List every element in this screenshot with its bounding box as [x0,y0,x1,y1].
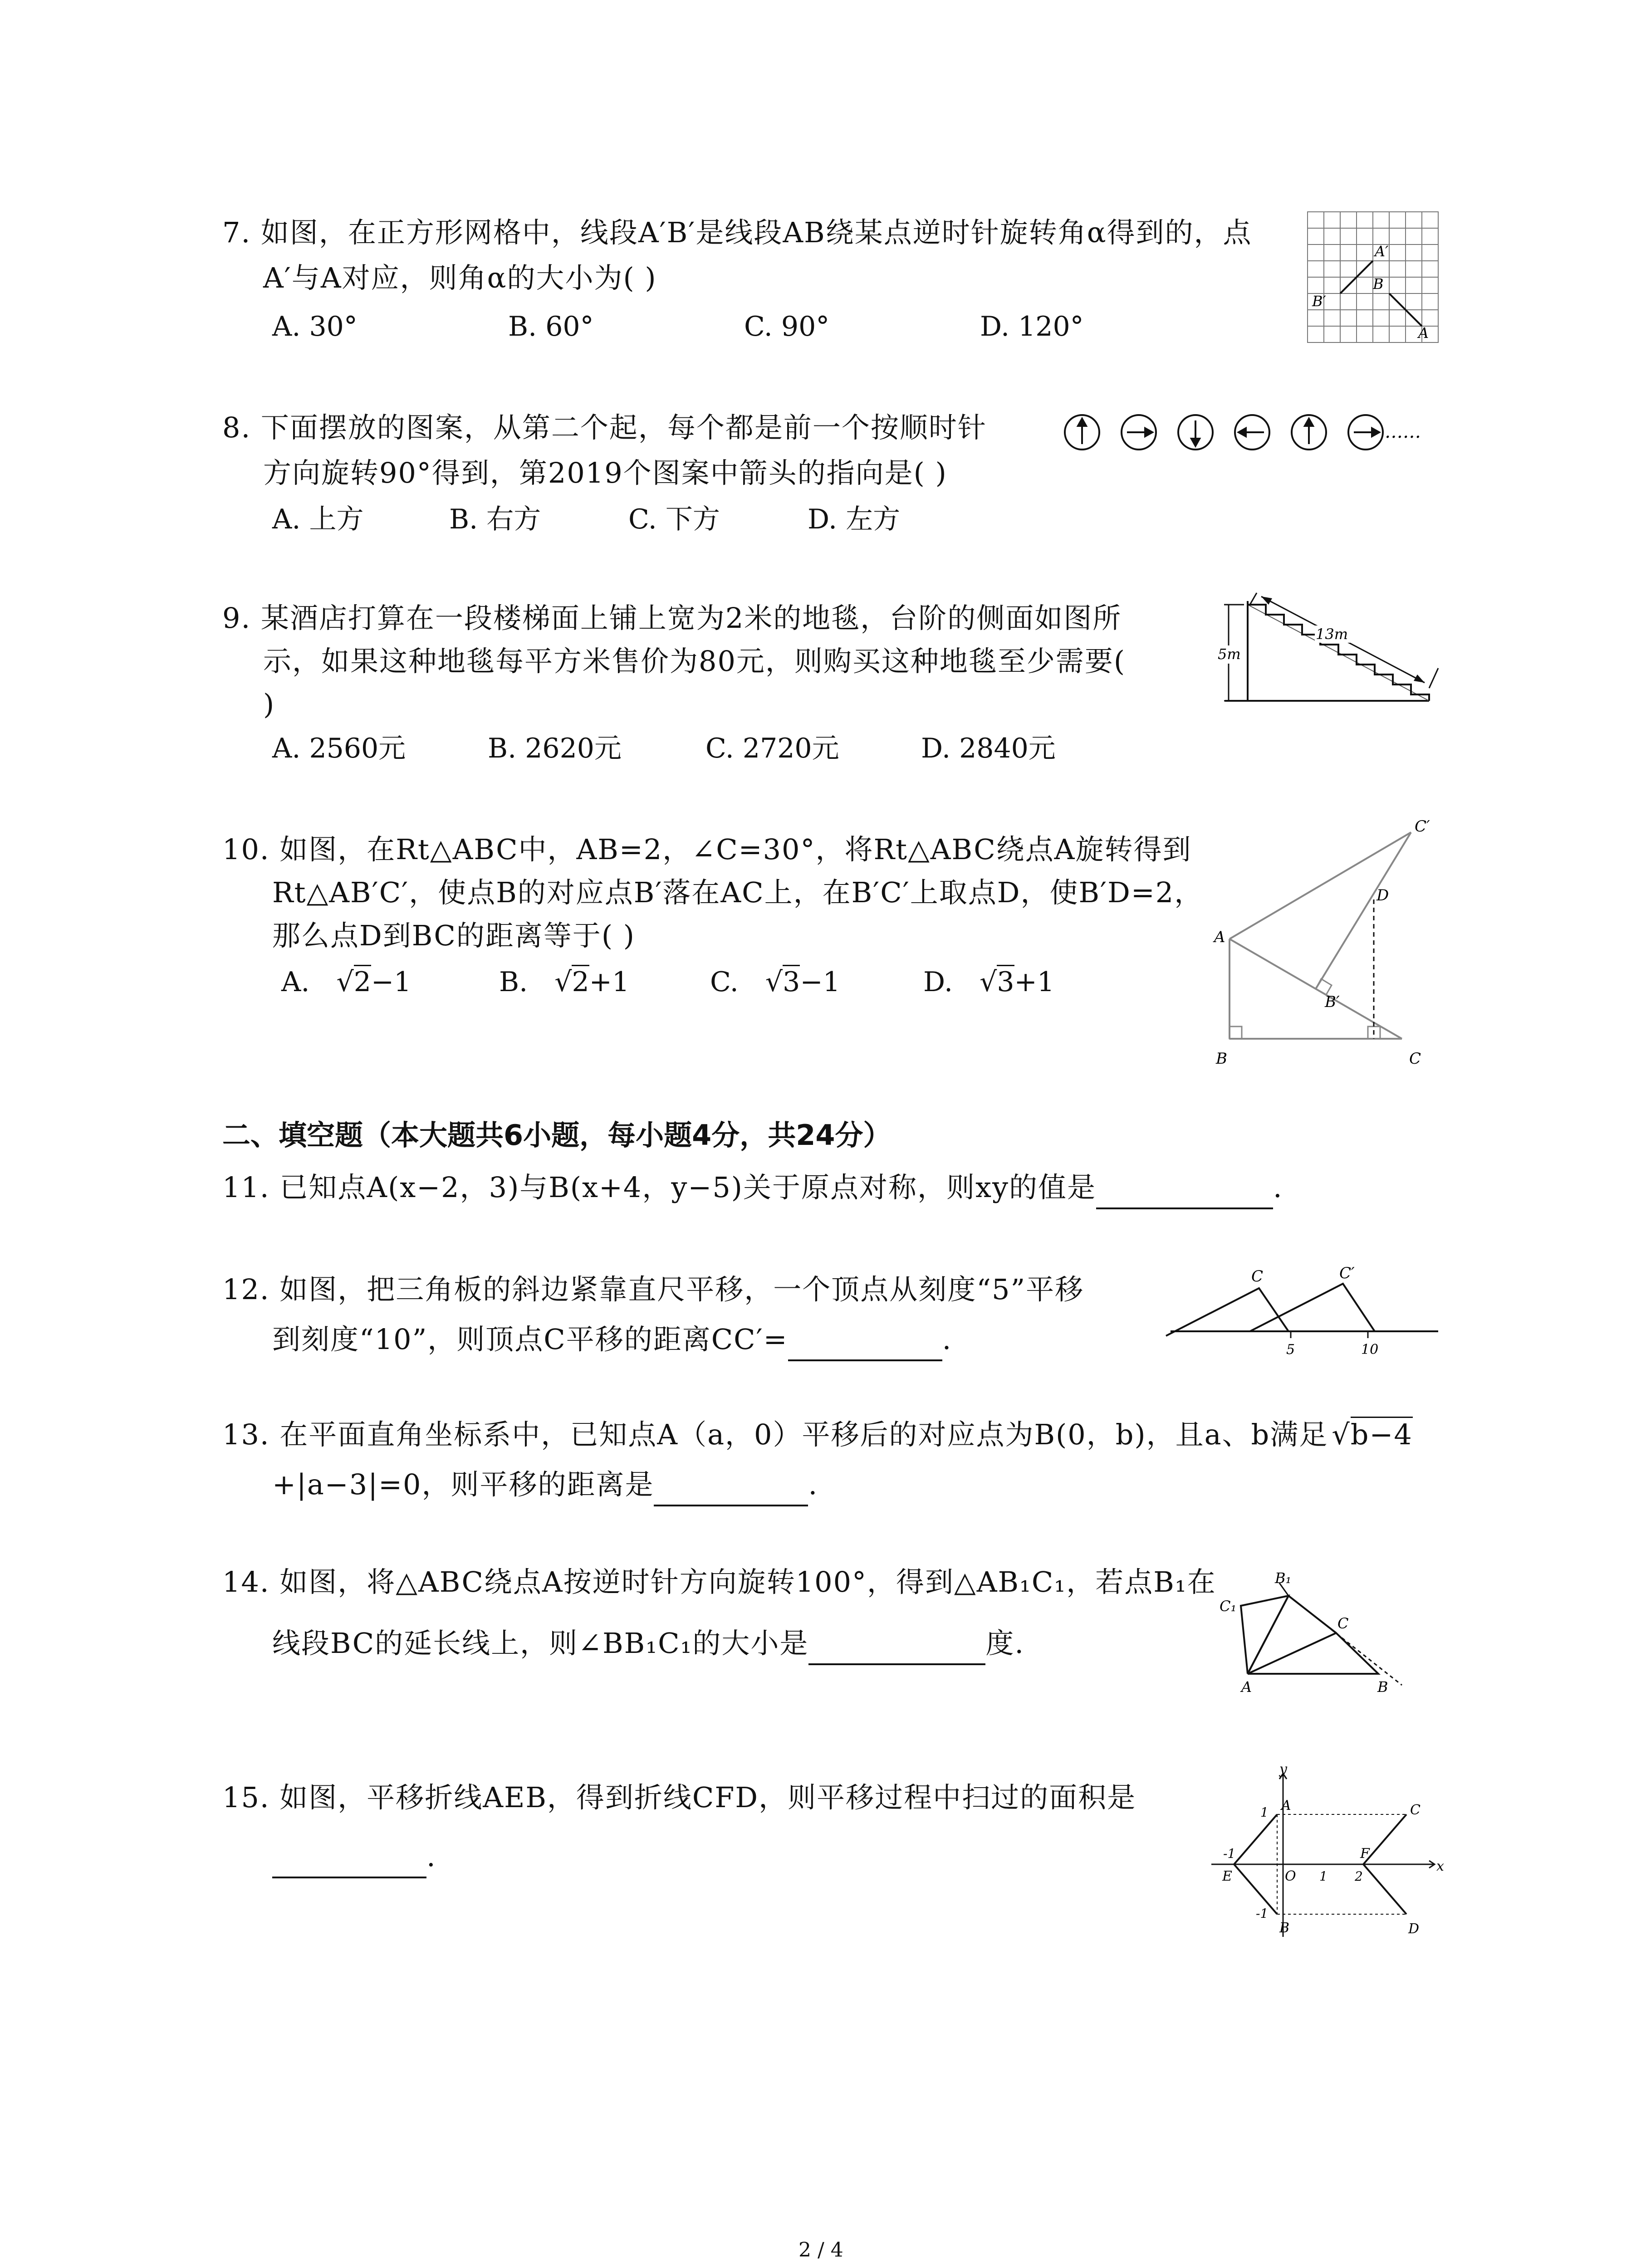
q9-option-a: A. 2560元 [272,733,406,764]
q15-label-e: E [1222,1868,1232,1884]
q15-answer-blank[interactable] [272,1845,426,1878]
q7-option-c: C. 90° [744,311,830,342]
q9-line1: 9. 某酒店打算在一段楼梯面上铺上宽为2米的地毯，台阶的侧面如图所 [222,601,1122,635]
q14-answer-blank[interactable] [808,1632,985,1665]
q10-label-c: C [1409,1050,1421,1068]
q10-option-a-radicand: 2 [354,965,371,998]
q12-end: . [942,1323,952,1356]
q12-line2-wrap [272,1318,952,1361]
q10-label-c-prime: C′ [1415,817,1430,836]
q10-label-b: B [1216,1050,1227,1068]
q13-line1-wrap: 13. 在平面直角坐标系中，已知点A（a，0）平移后的对应点为B(0，b)，且a、b满足 √b−4 [222,1413,1413,1457]
q11-end: . [1273,1171,1283,1204]
q14-rotation-figure [1216,1556,1443,1724]
q7-line2: A′与A对应，则角α的大小为( ) [263,261,657,294]
q15-label-neg1-x: -1 [1223,1846,1236,1861]
q14-label-b1: B₁ [1275,1569,1292,1587]
q14-label-a: A [1241,1678,1252,1696]
q8-arrow-sequence-figure [1062,411,1438,456]
q13-line1: 13. 在平面直角坐标系中，已知点A（a，0）平移后的对应点为B(0，b)，且a、b满足 [222,1418,1328,1451]
q10-line3: 那么点D到BC的距离等于( ) [272,919,635,952]
q10-option-b-radicand: 2 [572,965,589,998]
q10-option-c: C. √3−1 [710,962,840,1002]
q12-ruler-figure [1161,1261,1443,1370]
q12-answer-blank[interactable] [788,1328,942,1361]
q11-answer-blank[interactable] [1096,1176,1273,1209]
q15-label-b: B [1279,1920,1290,1936]
q8-option-a: A. 上方 [272,503,364,535]
q10-triangle-figure [1202,817,1447,1068]
q14-label-b: B [1377,1678,1388,1696]
page-number: 2 / 4 [798,2239,843,2262]
q12-label-ten: 10 [1361,1342,1379,1358]
q14-line1: 14. 如图，将△ABC绕点A按逆时针方向旋转100°，得到△AB₁C₁，若点B₁在 [222,1565,1216,1598]
q10-option-a-rest: −1 [371,966,411,998]
q9-option-d: D. 2840元 [921,733,1056,764]
q8-line2: 方向旋转90°得到，第2019个图案中箭头的指向是( ) [263,456,947,489]
q15-coordinate-figure [1207,1761,1444,1946]
q12-line2: 到刻度“10”，则顶点C平移的距离CC′= [272,1323,788,1356]
q15-end: . [426,1840,436,1873]
q10-option-a-letter: A. [281,966,310,998]
q13-answer-blank[interactable] [654,1473,808,1506]
q12-line1: 12. 如图，把三角板的斜边紧靠直尺平移，一个顶点从刻度“5”平移 [222,1273,1084,1306]
q13-end: . [808,1468,818,1501]
q12-label-five: 5 [1286,1342,1295,1358]
q15-label-neg1-y: -1 [1256,1906,1269,1921]
q14-label-c: C [1337,1615,1349,1632]
q10-label-d: D [1376,886,1389,904]
q7-label-a-prime: A′ [1375,243,1389,260]
q7-option-b: B. 60° [508,311,594,342]
q9-line3: ) [263,688,275,721]
q8-option-d: D. 左方 [808,503,901,535]
q14-line2: 线段BC的延长线上，则∠BB₁C₁的大小是 [272,1627,809,1660]
q13-line2-wrap [272,1463,818,1506]
q7-label-a: A [1418,324,1429,342]
q15-label-one-y: 1 [1260,1805,1269,1820]
q15-line1: 15. 如图，平移折线AEB，得到折线CFD，则平移过程中扫过的面积是 [222,1781,1136,1814]
q10-option-b-rest: +1 [589,966,630,998]
q15-label-c: C [1410,1802,1421,1818]
q7-label-b: B [1373,275,1384,293]
q9-staircase-figure [1216,592,1443,710]
q10-label-a: A [1214,928,1225,946]
q15-label-two: 2 [1355,1869,1363,1884]
q7-option-a: A. 30° [272,311,358,342]
q15-label-one-x: 1 [1319,1869,1327,1884]
q11-text [222,1166,1283,1209]
q7-grid-figure [1307,211,1443,347]
section2-title: 二、填空题（本大题共6小题，每小题4分，共24分） [222,1119,892,1152]
q8-option-c: C. 下方 [628,503,720,535]
q15-label-y: y [1279,1761,1287,1777]
q12-label-c-prime: C′ [1339,1264,1355,1282]
q7-label-b-prime: B′ [1312,293,1326,310]
q10-label-b-prime: B′ [1325,993,1340,1011]
q10-option-a: A. √2−1 [281,962,411,1002]
q7-option-d: D. 120° [980,311,1084,342]
q12-label-c: C [1251,1267,1264,1286]
q8-ellipsis: …… [1385,421,1421,442]
q15-label-o: O [1285,1868,1296,1884]
q13-line2: +|a−3|=0，则平移的距离是 [272,1468,654,1501]
q9-line2: 示，如果这种地毯每平方米售价为80元，则购买这种地毯至少需要( [263,645,1126,678]
q14-end: 度. [985,1627,1025,1660]
q8-line1: 8. 下面摆放的图案，从第二个起，每个都是前一个按顺时针 [222,411,987,444]
q9-option-c: C. 2720元 [705,733,839,764]
q9-option-b: B. 2620元 [488,733,622,764]
q9-label-slope: 13m [1316,626,1348,643]
q9-label-height: 5m [1218,645,1241,663]
q10-option-c-letter: C. [710,966,739,998]
q10-option-b-letter: B. [499,966,528,998]
q10-option-d-rest: +1 [1014,966,1054,998]
q10-line1: 10. 如图，在Rt△ABC中，AB=2，∠C=30°，将Rt△ABC绕点A旋转得到 [222,833,1192,866]
q10-option-b: B. √2+1 [499,962,629,1002]
q10-option-c-rest: −1 [800,966,840,998]
q15-label-f: F [1360,1846,1370,1862]
q8-option-b: B. 右方 [449,503,541,535]
q15-label-x: x [1436,1858,1444,1874]
q10-option-d: D. √3+1 [923,962,1054,1002]
q15-label-d: D [1408,1921,1420,1937]
q10-option-d-radicand: 3 [997,965,1014,998]
q15-label-a: A [1281,1798,1291,1813]
q10-option-d-letter: D. [923,966,953,998]
q14-line2-wrap [272,1622,1024,1665]
q7-line1: 7. 如图，在正方形网格中，线段A′B′是线段AB绕某点逆时针旋转角α得到的，点 [222,216,1252,249]
q14-label-c1: C₁ [1220,1598,1237,1615]
q10-line2: Rt△AB′C′，使点B的对应点B′落在AC上，在B′C′上取点D，使B′D=2， [272,876,1204,909]
q15-line2-wrap [272,1835,436,1878]
q10-option-c-radicand: 3 [783,965,800,998]
q13-radicand: b−4 [1351,1417,1413,1451]
q11-stem: 11. 已知点A(x−2，3)与B(x+4，y−5)关于原点对称，则xy的值是 [222,1171,1096,1204]
